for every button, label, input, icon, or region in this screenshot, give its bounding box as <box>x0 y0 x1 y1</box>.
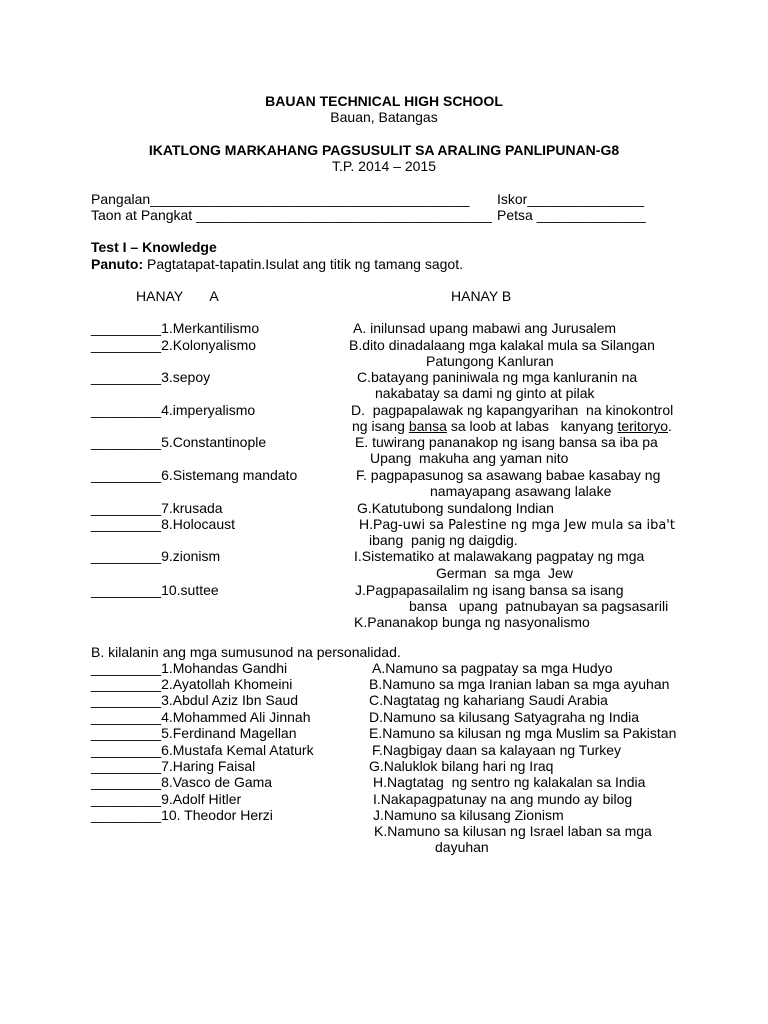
test2-choice: J.Namuno sa kilusang Zionism <box>373 807 564 823</box>
test2-choice: D.Namuno sa kilusang Satyagraha ng India <box>369 709 640 725</box>
test1-choice-f-cont: namayapang asawang lalake <box>430 483 612 499</box>
test1-item-a: _________7.krusada <box>91 500 223 516</box>
panuto-label: Panuto: <box>91 256 144 272</box>
test2-choice: I.Nakapagpatunay na ang mundo ay bilog <box>373 791 633 807</box>
h-text-2: uwi sa Palestine ng mga Jew mula sa iba't <box>402 518 675 533</box>
test2-choice: C.Nagtatag ng kahariang Saudi Arabia <box>369 692 608 708</box>
test1-choice-d-cont <box>352 418 672 434</box>
test2-choice: F.Nagbigay daan sa kalayaan ng Turkey <box>372 742 622 758</box>
pangalan-field: Pangalan_________________________________________ <box>91 191 470 207</box>
test2-choice: B.Namuno sa mga Iranian laban sa mga ayuhan <box>369 676 670 692</box>
school-name: BAUAN TECHNICAL HIGH SCHOOL <box>265 93 503 109</box>
test1-choice-c: C.batayang paniniwala ng mga kanluranin na <box>357 369 638 385</box>
test2-choice: H.Nagtatag ng sentro ng kalakalan sa India <box>373 774 646 790</box>
test2-item-a: _________8.Vasco de Gama <box>91 774 273 790</box>
test1-item-a: _________1.Merkantilismo <box>91 320 260 336</box>
test1-item-a: _________10.suttee <box>91 582 219 598</box>
test1-item-a: _________4.imperyalismo <box>91 402 256 418</box>
test1-item-a: _________5.Constantinople <box>91 434 267 450</box>
test2-item-a: _________7.Haring Faisal <box>91 758 256 774</box>
test1-choice-a: A. inilunsad upang mabawi ang Jurusalem <box>353 320 617 336</box>
school-year: T.P. 2014 – 2015 <box>331 158 437 174</box>
test1-item-a: _________8.Holocaust <box>91 516 236 532</box>
d-text-2: sa loob at labas kanyang <box>446 418 618 434</box>
test2-choice-k-cont: dayuhan <box>435 839 489 855</box>
test2-item-a: _________9.Adolf Hitler <box>91 791 242 807</box>
test2-item-a: _________3.Abdul Aziz Ibn Saud <box>91 692 299 708</box>
test1-choice-d: D. pagpapalawak ng kapangyarihan na kinokontrol <box>351 402 674 418</box>
test1-choice-c-cont: nakabatay sa dami ng ginto at pilak <box>375 385 595 401</box>
d-teritoryo-link: teritoryo <box>617 418 669 434</box>
test1-choice-k: K.Pananakop bunga ng nasyonalismo <box>354 614 590 630</box>
test1-choice-j-cont: bansa upang patnubayan sa pagsasarili <box>409 598 669 614</box>
hanay-a-header: HANAY A <box>136 288 219 304</box>
taon-pangkat-field: Taon at Pangkat ______________________________________ <box>91 207 492 223</box>
test2-choice: K.Namuno sa kilusan ng Israel laban sa mga <box>374 823 652 839</box>
d-text-1: ng isang <box>352 418 409 434</box>
test1-choice-b-cont: Patungong Kanluran <box>426 353 554 369</box>
test2-item-a: _________6.Mustafa Kemal Ataturk <box>91 742 314 758</box>
test1-choice-i-cont: German sa mga Jew <box>436 565 573 581</box>
test1-choice-j: J.Pagpapasailalim ng isang bansa sa isang <box>355 582 624 598</box>
test1-item-a: _________2.Kolonyalismo <box>91 337 257 353</box>
test1-choice-g: G.Katutubong sundalong Indian <box>357 500 554 516</box>
test2-item-a: _________5.Ferdinand Magellan <box>91 725 297 741</box>
test1-choice-e-cont: Upang makuha ang yaman nito <box>370 450 569 466</box>
test2-choice: E.Namuno sa kilusan ng mga Muslim sa Pakistan <box>369 725 677 741</box>
test1-item-a: _________3.sepoy <box>91 369 211 385</box>
test1-item-a: _________6.Sistemang mandato <box>91 467 298 483</box>
test1-choice-b: B.dito dinadalaang mga kalakal mula sa Silangan <box>349 337 655 353</box>
test1-item-a: _________9.zionism <box>91 548 221 564</box>
petsa-field: Petsa ______________ <box>497 207 646 223</box>
school-location: Bauan, Batangas <box>330 109 438 125</box>
panuto-text: Pagtatapat-tapatin.Isulat ang titik ng tamang sagot. <box>143 256 463 272</box>
d-bansa-link: bansa <box>408 418 447 434</box>
test1-choice-i: I.Sistematiko at malawakang pagpatay ng mga <box>354 548 645 564</box>
iskor-field: Iskor_______________ <box>497 191 645 207</box>
test2-choice: G.Naluklok bilang hari ng Iraq <box>369 758 554 774</box>
test2-item-a: _________10. Theodor Herzi <box>91 807 273 823</box>
test1-title: Test I – Knowledge <box>91 239 217 255</box>
test2-choice: A.Namuno sa pagpatay sa mga Hudyo <box>372 660 613 676</box>
test2-item-a: _________4.Mohammed Ali Jinnah <box>91 709 311 725</box>
hanay-b-header: HANAY B <box>451 288 512 304</box>
panuto-line <box>91 256 463 272</box>
test1-choice-h-cont: ibang panig ng daigdig. <box>369 532 518 548</box>
test2-instruction: B. kilalanin ang mga sumusunod na personalidad. <box>91 644 401 660</box>
d-text-3: . <box>668 418 672 434</box>
test1-choice-f: F. pagpapasunog sa asawang babae kasabay ng <box>356 467 661 483</box>
test2-item-a: _________2.Ayatollah Khomeini <box>91 676 293 692</box>
h-text-1: H.Pag- <box>359 516 403 532</box>
exam-title: IKATLONG MARKAHANG PAGSUSULIT SA ARALING PANLIPUNAN-G8 <box>148 142 620 158</box>
test1-choice-e: E. tuwirang pananakop ng isang bansa sa iba pa <box>355 434 658 450</box>
test2-item-a: _________1.Mohandas Gandhi <box>91 660 288 676</box>
